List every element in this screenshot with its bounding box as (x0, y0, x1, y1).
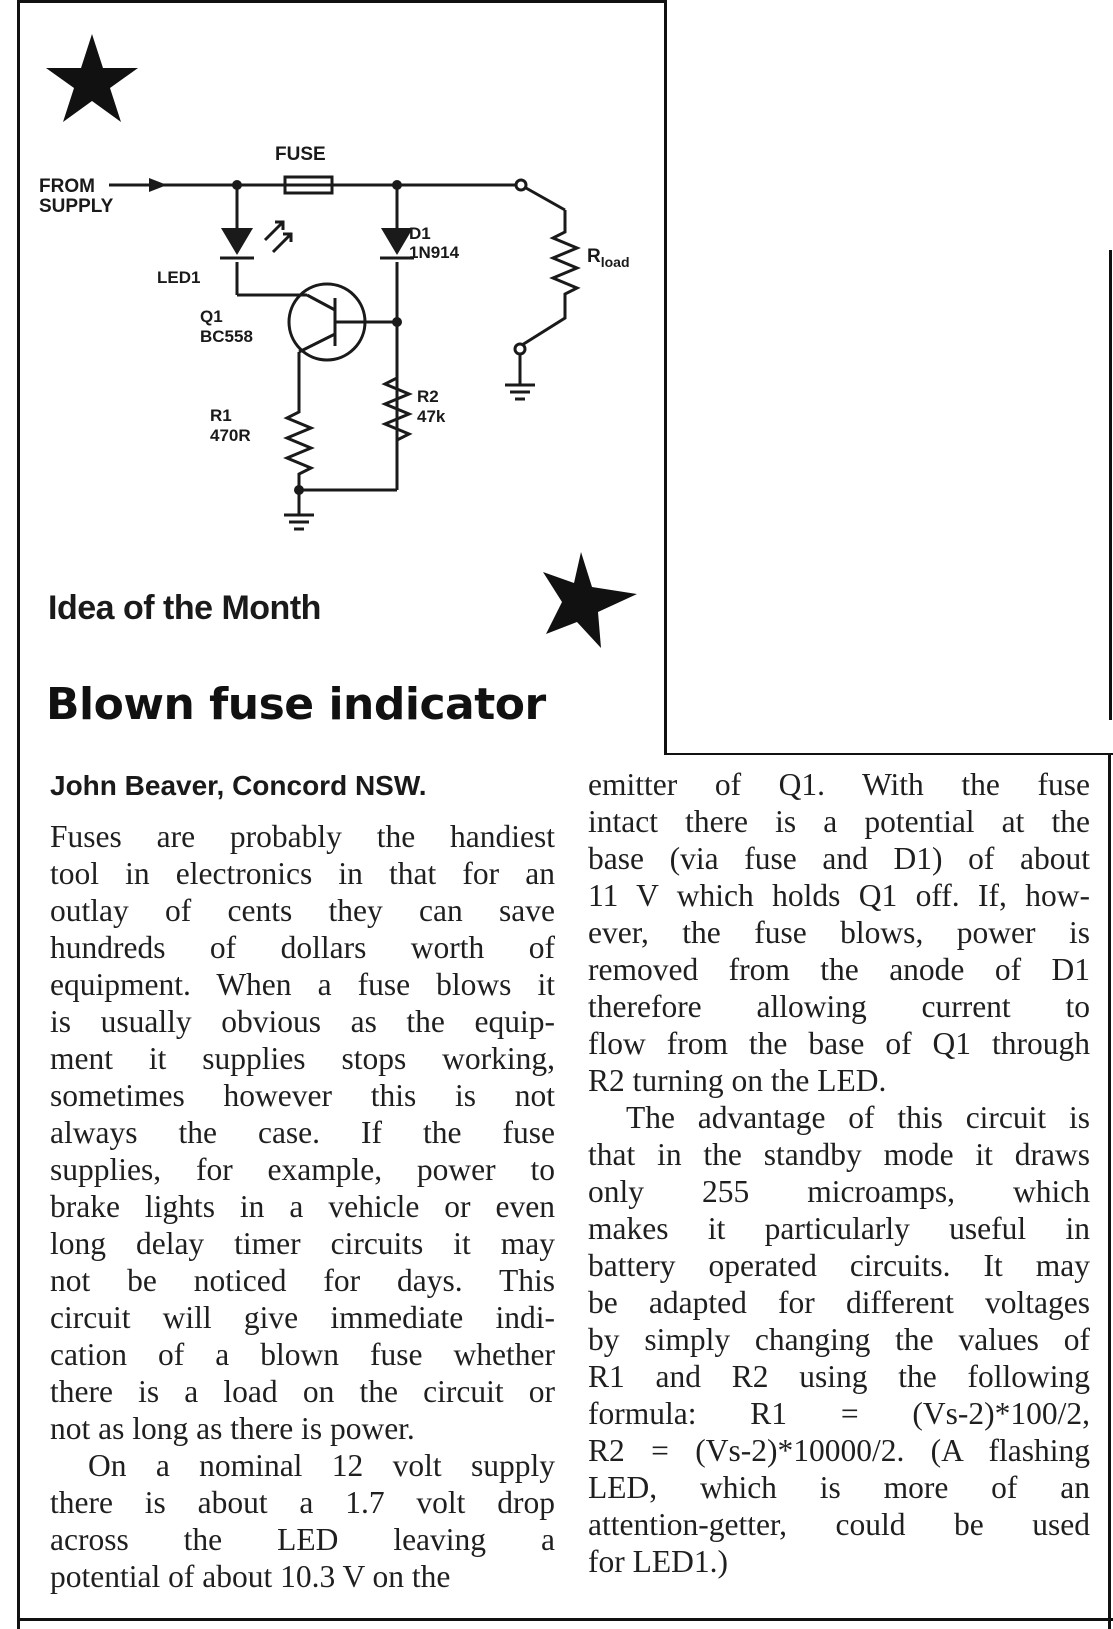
text-line: there is a load on the circuit or (50, 1374, 555, 1409)
text-line: be adapted for different voltages (588, 1285, 1090, 1320)
text-line: On a nominal 12 volt supply (88, 1448, 555, 1483)
text-line: for LED1.) (588, 1544, 728, 1579)
text-line: therefore allowing current to (588, 989, 1090, 1024)
label-from: FROM (39, 176, 95, 197)
text-line: ment it supplies stops working, (50, 1041, 555, 1076)
text-line: flow from the base of Q1 through (588, 1026, 1090, 1061)
rload-resistor (522, 210, 577, 345)
led-symbol (221, 228, 253, 255)
text-line: by simply changing the values of (588, 1322, 1090, 1357)
text-line: circuit will give immediate indi- (50, 1300, 555, 1335)
text-line: potential of about 10.3 V on the (50, 1559, 451, 1594)
byline: John Beaver, Concord NSW. (50, 770, 427, 801)
r1-resistor (287, 400, 311, 490)
text-line: makes it particularly useful in (588, 1211, 1090, 1246)
article-column-right (588, 766, 1090, 1580)
text-line: R2 turning on the LED. (588, 1063, 887, 1098)
text-line: formula: R1 = (Vs-2)*100/2, (588, 1396, 1090, 1431)
article-column-left (50, 818, 555, 1595)
text-line: battery operated circuits. It may (588, 1248, 1090, 1283)
star-icon-bottom (543, 552, 637, 648)
text-line: always the case. If the fuse (50, 1115, 555, 1150)
text-line: there is about a 1.7 volt drop (50, 1485, 555, 1520)
label-d1: D1 (409, 224, 431, 243)
text-line: 11 V which holds Q1 off. If, how- (588, 878, 1090, 913)
text-line: intact there is a potential at the (588, 804, 1090, 839)
text-line: hundreds of dollars worth of (50, 930, 555, 965)
text-line: brake lights in a vehicle or even (50, 1189, 555, 1224)
text-line: sometimes however this is not (50, 1078, 555, 1113)
text-line: is usually obvious as the equip- (50, 1004, 555, 1039)
star-icon-top (46, 34, 138, 122)
text-line: not as long as there is power. (50, 1411, 415, 1446)
border-right (1108, 755, 1111, 1629)
text-line: LED, which is more of an (588, 1470, 1090, 1505)
text-line: equipment. When a fuse blows it (50, 967, 555, 1002)
label-rload: $R_{load}$ (587, 246, 630, 270)
text-line: attention-getter, could be used (588, 1507, 1090, 1542)
border-mid (664, 753, 1113, 755)
text-line: not be noticed for days. This (50, 1263, 555, 1298)
label-fuse: FUSE (275, 144, 326, 165)
text-line: base (via fuse and D1) of about (588, 841, 1090, 876)
text-line: The advantage of this circuit is (626, 1100, 1090, 1135)
label-r2-value: 47k (417, 407, 446, 426)
border-bottom (17, 1618, 1113, 1621)
headline: Blown fuse indicator (46, 679, 546, 730)
text-line: tool in electronics in that for an (50, 856, 555, 891)
text-line: only 255 microamps, which (588, 1174, 1090, 1209)
label-d1-part: 1N914 (409, 243, 460, 262)
text-line: across the LED leaving a (50, 1522, 555, 1557)
text-line: outlay of cents they can save (50, 893, 555, 928)
text-line: that in the standby mode it draws (588, 1137, 1090, 1172)
label-supply: SUPPLY (39, 196, 114, 217)
text-line: Fuses are probably the handiest (50, 819, 555, 854)
text-line: removed from the anode of D1 (588, 952, 1090, 987)
text-line: supplies, for example, power to (50, 1152, 555, 1187)
label-q1: Q1 (200, 307, 223, 326)
r2-resistor (385, 370, 409, 490)
label-r1-value: 470R (210, 426, 251, 445)
kicker: Idea of the Month (48, 589, 321, 627)
label-r2: R2 (417, 387, 439, 406)
label-q1-part: BC558 (200, 327, 253, 346)
text-line: emitter of Q1. With the fuse (588, 767, 1090, 802)
label-r1: R1 (210, 406, 232, 425)
text-line: ever, the fuse blows, power is (588, 915, 1090, 950)
border-edge-mark (1109, 250, 1112, 720)
text-line: R1 and R2 using the following (588, 1359, 1090, 1394)
label-led: LED1 (157, 268, 201, 287)
text-line: R2 = (Vs-2)*10000/2. (A flashing (588, 1433, 1090, 1468)
text-line: long delay timer circuits it may (50, 1226, 555, 1261)
text-line: cation of a blown fuse whether (50, 1337, 555, 1372)
